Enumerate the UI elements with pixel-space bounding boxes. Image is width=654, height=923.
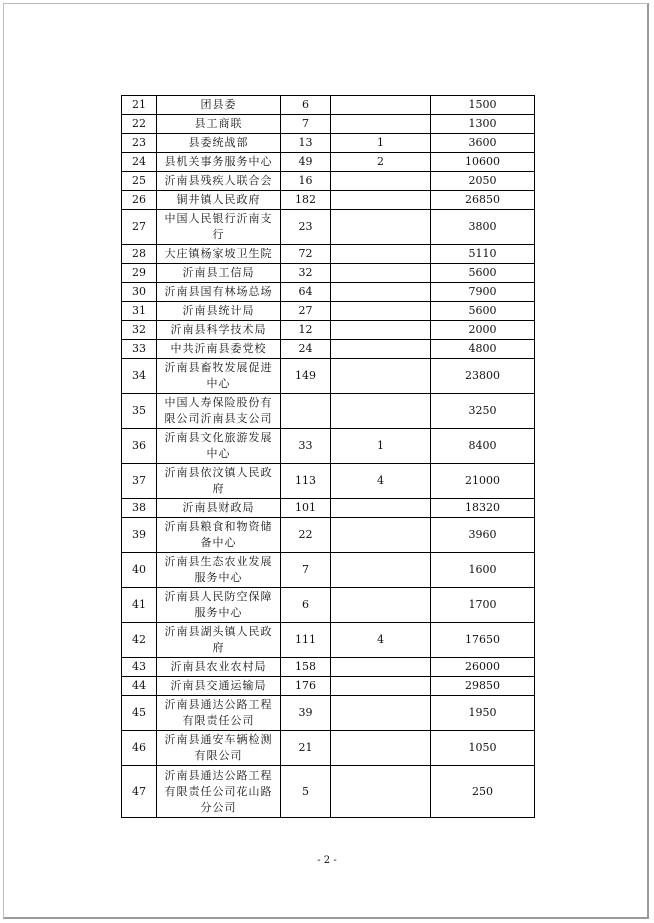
- count-cell: 111: [281, 623, 331, 658]
- table-row: [122, 429, 535, 464]
- table-row: [122, 115, 535, 134]
- unit-name-cell: 沂南县粮食和物资储备中心: [157, 518, 281, 553]
- row-number-cell: 28: [122, 245, 157, 264]
- row-number-cell: 44: [122, 677, 157, 696]
- row-number-cell: 37: [122, 464, 157, 499]
- extra-count-cell: 4: [331, 623, 431, 658]
- unit-name-cell: 中共沂南县委党校: [157, 340, 281, 359]
- row-number-cell: 22: [122, 115, 157, 134]
- count-cell: 12: [281, 321, 331, 340]
- table-row: [122, 264, 535, 283]
- count-cell: 182: [281, 191, 331, 210]
- amount-cell: 18320: [431, 499, 535, 518]
- row-number-cell: 35: [122, 394, 157, 429]
- row-number-cell: 24: [122, 153, 157, 172]
- count-cell: 149: [281, 359, 331, 394]
- unit-name-cell: 沂南县通安车辆检测有限公司: [157, 731, 281, 766]
- table-row: [122, 172, 535, 191]
- row-number-cell: 43: [122, 658, 157, 677]
- extra-count-cell: 1: [331, 134, 431, 153]
- amount-cell: 250: [431, 766, 535, 818]
- count-cell: 6: [281, 96, 331, 115]
- row-number-cell: 30: [122, 283, 157, 302]
- amount-cell: 7900: [431, 283, 535, 302]
- count-cell: 23: [281, 210, 331, 245]
- count-cell: 6: [281, 588, 331, 623]
- row-number-cell: 25: [122, 172, 157, 191]
- extra-count-cell: [331, 766, 431, 818]
- count-cell: 7: [281, 553, 331, 588]
- amount-cell: 1300: [431, 115, 535, 134]
- row-number-cell: 21: [122, 96, 157, 115]
- extra-count-cell: [331, 283, 431, 302]
- unit-name-cell: 沂南县依汶镇人民政府: [157, 464, 281, 499]
- count-cell: 39: [281, 696, 331, 731]
- amount-cell: 1700: [431, 588, 535, 623]
- count-cell: 13: [281, 134, 331, 153]
- amount-cell: 3600: [431, 134, 535, 153]
- unit-name-cell: 县机关事务服务中心: [157, 153, 281, 172]
- unit-name-cell: 沂南县交通运输局: [157, 677, 281, 696]
- amount-cell: 29850: [431, 677, 535, 696]
- table-row: [122, 283, 535, 302]
- amount-cell: 1950: [431, 696, 535, 731]
- table-row: [122, 321, 535, 340]
- unit-name-cell: 沂南县畜牧发展促进中心: [157, 359, 281, 394]
- row-number-cell: 41: [122, 588, 157, 623]
- count-cell: 49: [281, 153, 331, 172]
- extra-count-cell: [331, 499, 431, 518]
- row-number-cell: 40: [122, 553, 157, 588]
- table-row: [122, 696, 535, 731]
- extra-count-cell: [331, 731, 431, 766]
- count-cell: 24: [281, 340, 331, 359]
- table-row: [122, 658, 535, 677]
- unit-name-cell: 沂南县科学技术局: [157, 321, 281, 340]
- unit-name-cell: 沂南县财政局: [157, 499, 281, 518]
- amount-cell: 26850: [431, 191, 535, 210]
- count-cell: 113: [281, 464, 331, 499]
- unit-name-cell: 沂南县农业农村局: [157, 658, 281, 677]
- unit-name-cell: 沂南县国有林场总场: [157, 283, 281, 302]
- row-number-cell: 27: [122, 210, 157, 245]
- table-row: [122, 153, 535, 172]
- extra-count-cell: [331, 677, 431, 696]
- amount-cell: 5110: [431, 245, 535, 264]
- extra-count-cell: [331, 588, 431, 623]
- count-cell: 7: [281, 115, 331, 134]
- amount-cell: 2050: [431, 172, 535, 191]
- table-row: [122, 245, 535, 264]
- count-cell: 21: [281, 731, 331, 766]
- table-row: [122, 518, 535, 553]
- extra-count-cell: [331, 553, 431, 588]
- count-cell: 16: [281, 172, 331, 191]
- amount-cell: 5600: [431, 264, 535, 283]
- extra-count-cell: [331, 115, 431, 134]
- extra-count-cell: [331, 96, 431, 115]
- row-number-cell: 33: [122, 340, 157, 359]
- amount-cell: 5600: [431, 302, 535, 321]
- table-row: [122, 210, 535, 245]
- unit-name-cell: 团县委: [157, 96, 281, 115]
- unit-name-cell: 铜井镇人民政府: [157, 191, 281, 210]
- amount-cell: 17650: [431, 623, 535, 658]
- table-body: [122, 96, 535, 818]
- extra-count-cell: [331, 264, 431, 283]
- unit-name-cell: 县工商联: [157, 115, 281, 134]
- table-row: [122, 766, 535, 818]
- data-table: [121, 95, 535, 818]
- amount-cell: 3250: [431, 394, 535, 429]
- extra-count-cell: [331, 191, 431, 210]
- amount-cell: 2000: [431, 321, 535, 340]
- table-row: [122, 588, 535, 623]
- extra-count-cell: [331, 394, 431, 429]
- count-cell: 72: [281, 245, 331, 264]
- table-row: [122, 677, 535, 696]
- extra-count-cell: 2: [331, 153, 431, 172]
- amount-cell: 26000: [431, 658, 535, 677]
- amount-cell: 21000: [431, 464, 535, 499]
- extra-count-cell: 4: [331, 464, 431, 499]
- extra-count-cell: [331, 302, 431, 321]
- table-row: [122, 359, 535, 394]
- table-row: [122, 191, 535, 210]
- amount-cell: 4800: [431, 340, 535, 359]
- table-row: [122, 96, 535, 115]
- unit-name-cell: 大庄镇杨家坡卫生院: [157, 245, 281, 264]
- unit-name-cell: 中国人寿保险股份有限公司沂南县支公司: [157, 394, 281, 429]
- table-row: [122, 731, 535, 766]
- table-row: [122, 464, 535, 499]
- row-number-cell: 23: [122, 134, 157, 153]
- count-cell: 33: [281, 429, 331, 464]
- row-number-cell: 36: [122, 429, 157, 464]
- amount-cell: 23800: [431, 359, 535, 394]
- page-number: - 2 -: [317, 855, 337, 866]
- table-row: [122, 340, 535, 359]
- row-number-cell: 47: [122, 766, 157, 818]
- count-cell: 32: [281, 264, 331, 283]
- unit-name-cell: 沂南县生态农业发展服务中心: [157, 553, 281, 588]
- amount-cell: 1050: [431, 731, 535, 766]
- extra-count-cell: [331, 340, 431, 359]
- extra-count-cell: [331, 518, 431, 553]
- extra-count-cell: [331, 172, 431, 191]
- row-number-cell: 32: [122, 321, 157, 340]
- extra-count-cell: [331, 658, 431, 677]
- count-cell: 27: [281, 302, 331, 321]
- extra-count-cell: [331, 210, 431, 245]
- unit-name-cell: 沂南县统计局: [157, 302, 281, 321]
- table-row: [122, 623, 535, 658]
- count-cell: 158: [281, 658, 331, 677]
- extra-count-cell: [331, 245, 431, 264]
- row-number-cell: 26: [122, 191, 157, 210]
- amount-cell: 10600: [431, 153, 535, 172]
- unit-name-cell: 沂南县文化旅游发展中心: [157, 429, 281, 464]
- amount-cell: 3960: [431, 518, 535, 553]
- row-number-cell: 34: [122, 359, 157, 394]
- amount-cell: 1500: [431, 96, 535, 115]
- row-number-cell: 42: [122, 623, 157, 658]
- count-cell: [281, 394, 331, 429]
- unit-name-cell: 沂南县工信局: [157, 264, 281, 283]
- table-row: [122, 302, 535, 321]
- row-number-cell: 46: [122, 731, 157, 766]
- row-number-cell: 29: [122, 264, 157, 283]
- table-row: [122, 134, 535, 153]
- extra-count-cell: [331, 696, 431, 731]
- row-number-cell: 38: [122, 499, 157, 518]
- unit-name-cell: 沂南县湖头镇人民政府: [157, 623, 281, 658]
- row-number-cell: 39: [122, 518, 157, 553]
- amount-cell: 1600: [431, 553, 535, 588]
- extra-count-cell: [331, 359, 431, 394]
- count-cell: 101: [281, 499, 331, 518]
- count-cell: 176: [281, 677, 331, 696]
- count-cell: 22: [281, 518, 331, 553]
- table-row: [122, 499, 535, 518]
- unit-name-cell: 沂南县通达公路工程有限责任公司花山路分公司: [157, 766, 281, 818]
- table-row: [122, 394, 535, 429]
- unit-name-cell: 中国人民银行沂南支行: [157, 210, 281, 245]
- count-cell: 5: [281, 766, 331, 818]
- row-number-cell: 31: [122, 302, 157, 321]
- extra-count-cell: [331, 321, 431, 340]
- unit-name-cell: 县委统战部: [157, 134, 281, 153]
- extra-count-cell: 1: [331, 429, 431, 464]
- unit-name-cell: 沂南县人民防空保障服务中心: [157, 588, 281, 623]
- count-cell: 64: [281, 283, 331, 302]
- unit-name-cell: 沂南县通达公路工程有限责任公司: [157, 696, 281, 731]
- unit-name-cell: 沂南县残疾人联合会: [157, 172, 281, 191]
- row-number-cell: 45: [122, 696, 157, 731]
- table-row: [122, 553, 535, 588]
- amount-cell: 8400: [431, 429, 535, 464]
- amount-cell: 3800: [431, 210, 535, 245]
